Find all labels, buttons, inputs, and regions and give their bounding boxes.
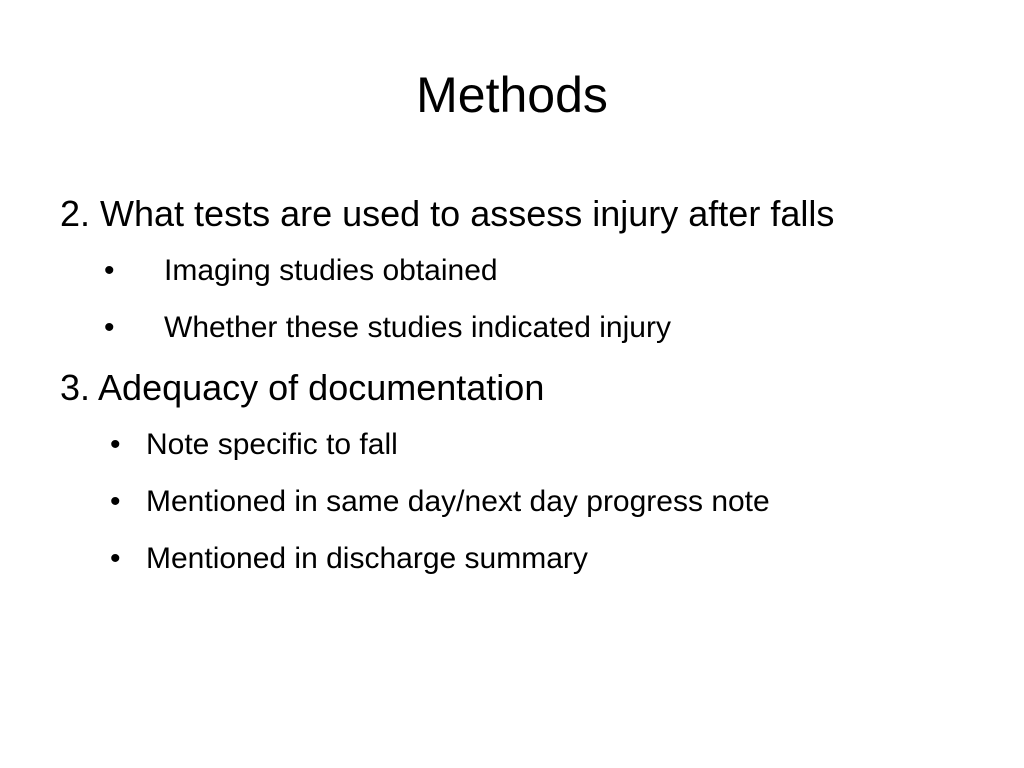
bullet-icon: • [104, 311, 115, 344]
list-item-text: Imaging studies obtained [164, 254, 498, 287]
bullet-icon: • [110, 542, 121, 575]
section-heading: 2. What tests are used to assess injury after falls [60, 193, 835, 234]
bullet-icon: • [110, 485, 121, 518]
list-item [60, 242, 1000, 299]
slide-body [60, 186, 1000, 587]
list-item-text: Whether these studies indicated injury [164, 311, 671, 344]
section-heading: 3. Adequacy of documentation [60, 367, 545, 408]
list-item-text: Mentioned in discharge summary [146, 542, 588, 575]
bullet-icon: • [104, 254, 115, 287]
bullet-icon: • [110, 428, 121, 461]
list-item [60, 416, 1000, 473]
list-item [60, 530, 1000, 587]
list-item [60, 473, 1000, 530]
list-item-text: Note specific to fall [146, 428, 398, 461]
list-item [60, 299, 1000, 356]
list-item-text: Mentioned in same day/next day progress note [146, 485, 770, 518]
slide-title: Methods [416, 67, 608, 123]
